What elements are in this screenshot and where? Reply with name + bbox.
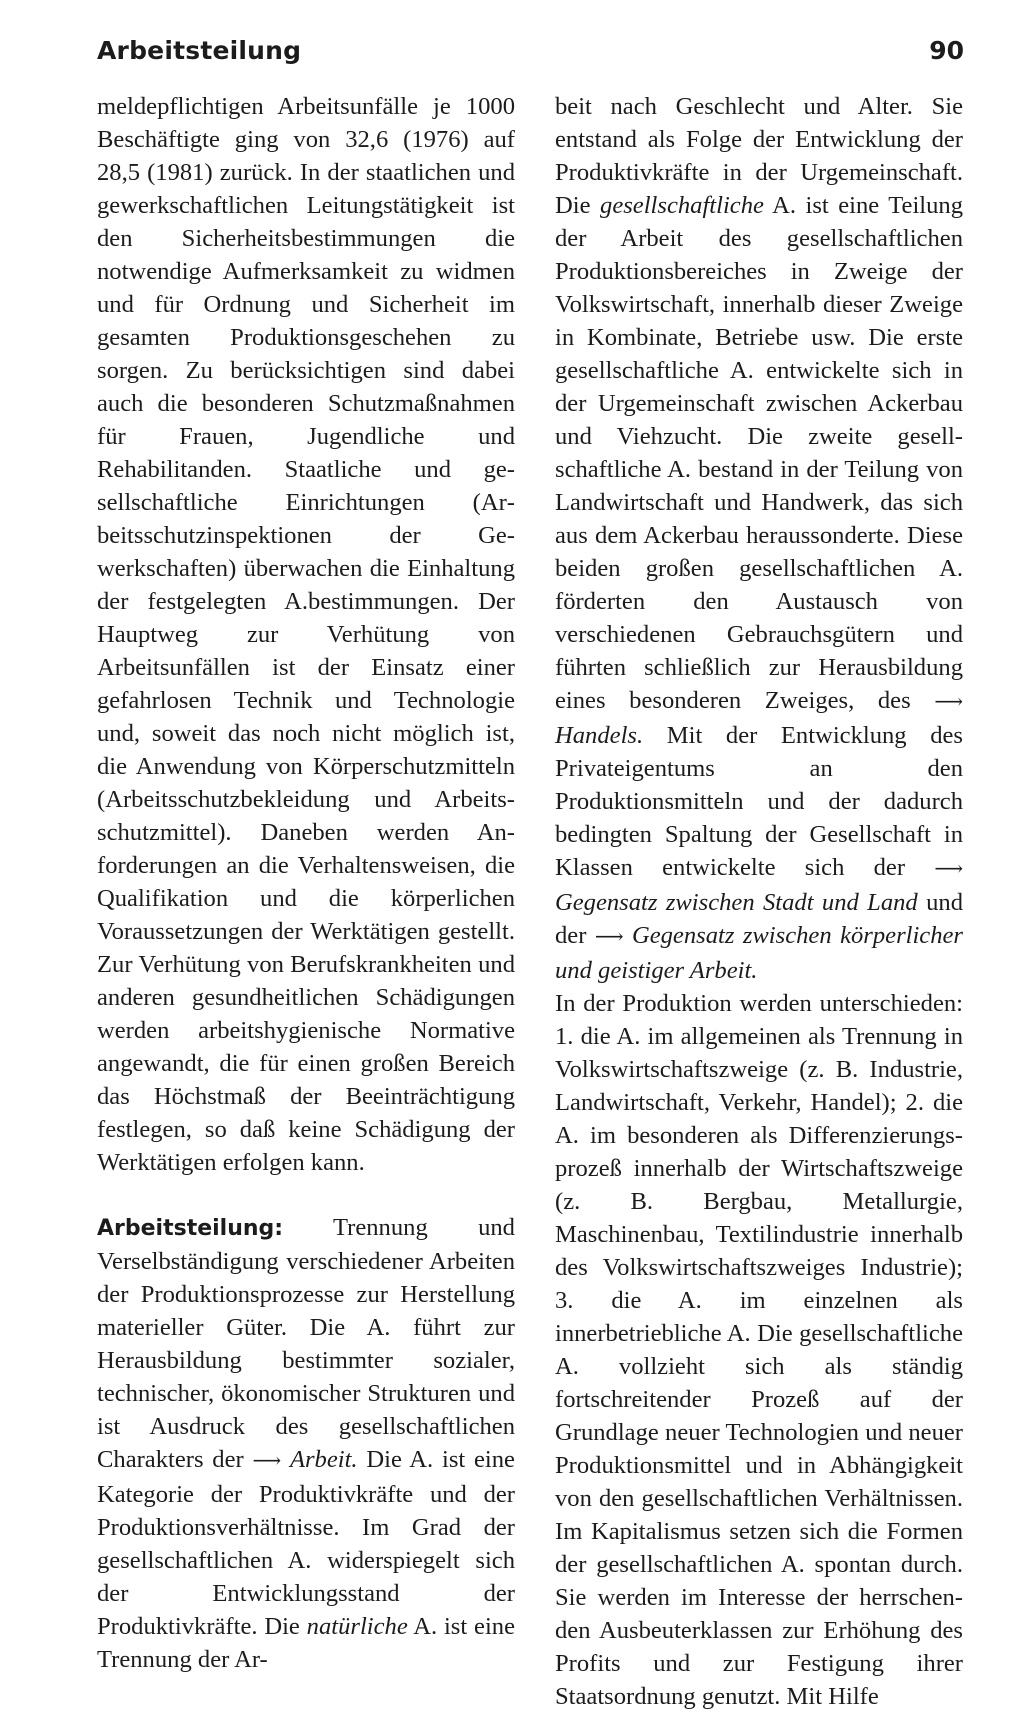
cross-reference-arrow-icon: ⟶ (252, 1450, 282, 1472)
entry-separator (97, 1179, 515, 1211)
entry-text: A. ist eine Trennung der Ar- (97, 1613, 515, 1673)
right-column (555, 90, 963, 1713)
cross-reference-arrow-icon: ⟶ (934, 858, 963, 880)
running-head-title: Arbeitsteilung (97, 36, 302, 65)
entry-continuation (555, 90, 963, 987)
cross-reference-arbeit[interactable]: Arbeit. (289, 1446, 358, 1473)
cross-reference-stadt-land[interactable]: Gegensatz zwischen Stadt und Land (555, 889, 918, 916)
entry-arbeitsteilung (97, 1211, 515, 1676)
paragraph-text: In der Produktion werden unterschieden: 1. die A. im allgemeinen als Trennung in Volkswirtschaftszweige (z. B. Industrie, Landwirtschaft, Verkehr, Handel); 2. die A. im besonderen als Differenzierungsprozeß innerhalb der Wirtschaftszweige (z. B. Bergbau, Metallurgie, Maschinenbau, Textilindustrie innerhalb des Volkswirtschaftszweiges Industrie); 3. die A. im einzelnen als innerbetriebliche A. Die gesellschaftliche A. vollzieht sich als ständig fortschreitender Prozeß auf der Grundlage neuer Technologien und neuer Produktionsmittel und in Abhängigkeit von den gesellschaftlichen Verhältnissen. Im Kapitalismus setzen sich die Formen der gesellschaftlichen A. spontan durch. Sie werden im Interesse der herrschenden Ausbeuterklassen zur Erhöhung des Profits und zur Festigung ihrer Staatsordnung genutzt. Mit Hilfe (555, 990, 963, 1710)
continued-paragraph (97, 90, 515, 1179)
paragraph-production (555, 987, 963, 1713)
cross-reference-handels[interactable]: Handels. (555, 722, 644, 749)
entry-text: Mit der Entwicklung des Privateigentums an den Produktionsmitteln und der dadurch bedingten Spaltung der Gesellschaft in Klassen entwickelte sich der (555, 722, 963, 881)
term-gesellschaftliche: gesellschaftliche (600, 192, 764, 219)
cross-reference-arrow-icon: ⟶ (934, 691, 963, 713)
cross-reference-arrow-icon: ⟶ (594, 926, 624, 948)
entry-text: Trennung und Verselbständigung verschiedener Arbeiten der Produktionsprozesse zur Herstellung materieller Güter. Die A. führt zur Herausbildung bestimmter sozialer, technischer, ökonomischer Strukturen und ist Ausdruck des gesellschaftlichen Charakters der (97, 1214, 515, 1473)
entry-text: Die A. ist eine Kategorie der Produktivkräfte und der Produktionsverhältnisse. Im Grad der gesellschaftlichen A. widerspiegelt sich der Entwicklungsstand der Produktivkräfte. Die (97, 1446, 515, 1640)
left-column (97, 90, 515, 1676)
page-number: 90 (929, 36, 964, 65)
cross-reference-koerper-geist[interactable]: Gegensatz zwischen körperlicher und geistiger Arbeit. (555, 922, 963, 984)
entry-headword: Arbeitsteilung: (97, 1216, 284, 1241)
term-natuerliche: natürliche (306, 1613, 408, 1640)
paragraph-text: meldepflichtigen Arbeitsunfälle je 1000 Beschäftigte ging von 32,6 (1976) auf 28,5 (1981) zurück. In der staatlichen und gewerkschaftlichen Leitungstätigkeit ist den Sicherheitsbestimmungen die notwendige Aufmerksamkeit zu widmen und für Ordnung und Sicherheit im gesamten Produktionsgeschehen zu sorgen. Zu berücksichtigen sind dabei auch die besonderen Schutzmaßnahmen für Frauen, Jugendliche und Rehabilitanden. Staatliche und gesellschaftliche Einrichtungen (Arbeitsschutzinspektionen der Gewerkschaften) überwachen die Einhaltung der festgelegten A.bestimmungen. Der Hauptweg zur Verhütung von Arbeitsunfällen ist der Einsatz einer gefahrlosen Technik und Technologie und, soweit das noch nicht möglich ist, die Anwendung von Körperschutzmitteln (Arbeitsschutzbekleidung und Arbeitsschutzmittel). Daneben werden Anforderungen an die Verhaltensweisen, die Qualifikation und die körperlichen Voraussetzungen der Werktätigen gestellt. Zur Verhütung von Berufskrankheiten und anderen gesundheitlichen Schädigungen werden arbeitshygienische Normative angewandt, die für einen großen Bereich das Höchstmaß der Beeinträchtigung festlegen, so daß keine Schädigung der Werktätigen erfolgen kann. (97, 93, 515, 1176)
entry-text: A. ist eine Teilung der Arbeit des gesellschaftlichen Produktionsbereiches in Zweige der Volkswirtschaft, innerhalb dieser Zweige in Kombinate, Betriebe usw. Die erste gesellschaftliche A. entwickelte sich in der Urgemeinschaft zwischen Ackerbau und Viehzucht. Die zweite gesellschaftliche A. bestand in der Teilung von Landwirtschaft und Handwerk, das sich aus dem Ackerbau heraussonderte. Diese beiden großen gesellschaftlichen A. förderten den Austausch von verschiedenen Gebrauchsgütern und führten schließlich zur Herausbildung eines besonderen Zweiges, des (555, 192, 963, 714)
entry-text: beit nach Geschlecht und Alter. Sie entstand als Folge der Entwicklung der Produktivkräfte in der Urgemeinschaft. Die (555, 93, 963, 219)
entry-text: und der (555, 889, 963, 949)
